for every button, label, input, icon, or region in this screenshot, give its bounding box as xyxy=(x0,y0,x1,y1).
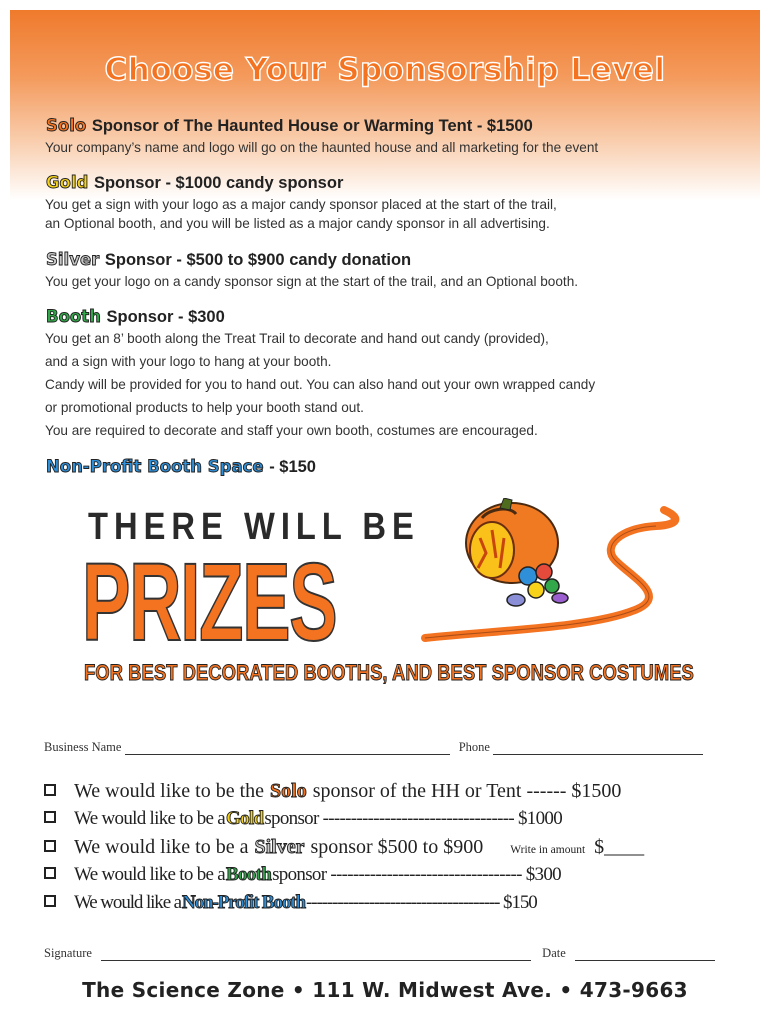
prizes-kicker: THERE WILL BE xyxy=(88,506,420,548)
footer-address: The Science Zone • 111 W. Midwest Ave. • 473-9663 xyxy=(82,978,688,1002)
booth-badge: Booth xyxy=(46,307,101,326)
page-title: Choose Your Sponsorship Level xyxy=(104,52,666,88)
checkbox[interactable] xyxy=(44,867,56,879)
solo-desc-line: Your company’s name and logo will go on the haunted house and all marketing for the event xyxy=(45,140,599,155)
gold-badge: Gold xyxy=(226,808,264,829)
booth-desc-line: You get an 8’ booth along the Treat Trail to decorate and hand out candy (provided), xyxy=(45,331,549,346)
option-silver xyxy=(44,836,644,859)
pumpkin-candy-trail-icon xyxy=(420,498,720,648)
prizes-word: PRIZES xyxy=(82,541,337,664)
nonprofit-badge: Non-Profit Booth Space xyxy=(46,457,264,476)
phone-label: Phone xyxy=(458,740,490,754)
option-text: sponsor ---------------------------------- $1000 xyxy=(264,808,562,829)
solo-badge: Solo xyxy=(46,116,87,135)
signature-input[interactable] xyxy=(101,948,531,961)
date-input[interactable] xyxy=(575,948,715,961)
booth-title: Sponsor - $300 xyxy=(106,308,225,326)
silver-badge: Silver xyxy=(46,250,100,269)
booth-badge: Booth xyxy=(226,864,272,885)
option-text: We would like to be a xyxy=(74,808,226,829)
nonprofit-badge: Non-Profit Booth xyxy=(182,892,305,913)
solo-title: Sponsor of The Haunted House or Warming Tent - $1500 xyxy=(91,117,533,135)
level-gold-head xyxy=(45,173,557,193)
level-nonprofit-head xyxy=(45,457,316,477)
business-phone-row xyxy=(44,740,703,755)
option-text: ------------------------------------- $150 xyxy=(306,892,537,913)
level-silver-head xyxy=(45,250,578,270)
checkbox[interactable] xyxy=(44,811,56,823)
header-band xyxy=(10,10,760,200)
option-text: sponsor of the HH or Tent ------ $1500 xyxy=(312,780,622,802)
gold-badge: Gold xyxy=(46,173,89,192)
gold-desc-line: You get a sign with your logo as a major candy sponsor placed at the start of the trail, xyxy=(45,197,557,212)
option-text: We would like a xyxy=(74,892,182,913)
booth-desc-line: Candy will be provided for you to hand out. You can also hand out your own wrapped candy xyxy=(45,377,596,392)
option-text: sponsor ---------------------------------- $300 xyxy=(272,864,561,885)
option-booth xyxy=(44,864,561,886)
option-text: sponsor $500 to $900 xyxy=(310,836,484,858)
level-solo xyxy=(45,116,598,159)
solo-badge: Solo xyxy=(270,780,307,802)
option-gold xyxy=(44,808,562,830)
checkbox[interactable] xyxy=(44,840,56,852)
level-booth xyxy=(45,307,595,442)
option-text: We would like to be a xyxy=(74,836,249,858)
silver-badge: Silver xyxy=(254,836,305,858)
checkbox[interactable] xyxy=(44,895,56,907)
booth-desc-line: and a sign with your logo to hang at your booth. xyxy=(45,354,332,369)
phone-input[interactable] xyxy=(493,742,703,755)
signature-date-row xyxy=(44,946,715,961)
business-name-input[interactable] xyxy=(125,742,450,755)
option-text: We would like to be a xyxy=(74,864,226,885)
write-in-amount-input[interactable]: $____ xyxy=(594,836,645,858)
nonprofit-price: - $150 xyxy=(269,458,316,476)
write-in-note: Write in amount xyxy=(510,844,586,856)
business-name-label: Business Name xyxy=(44,740,122,754)
option-solo xyxy=(44,780,621,803)
date-label: Date xyxy=(542,946,566,960)
gold-title: Sponsor - $1000 candy sponsor xyxy=(93,174,344,192)
level-silver xyxy=(45,250,578,293)
option-nonprofit xyxy=(44,892,537,914)
gold-desc-line: an Optional booth, and you will be listed as a major candy sponsor in all advertising. xyxy=(45,216,550,231)
level-nonprofit xyxy=(45,457,316,477)
booth-desc-line: or promotional products to help your booth stand out. xyxy=(45,400,364,415)
silver-title: Sponsor - $500 to $900 candy donation xyxy=(104,251,412,269)
level-booth-head xyxy=(45,307,595,327)
checkbox[interactable] xyxy=(44,784,56,796)
level-solo-head xyxy=(45,116,598,136)
signature-label: Signature xyxy=(44,946,92,960)
level-gold xyxy=(45,173,557,235)
option-text: We would like to be the xyxy=(74,780,265,802)
silver-desc-line: You get your logo on a candy sponsor sign at the start of the trail, and an Optional booth. xyxy=(45,274,579,289)
prizes-subtitle: FOR BEST DECORATED BOOTHS, AND BEST SPONSOR COSTUMES xyxy=(84,660,694,685)
booth-desc-line: You are required to decorate and staff your own booth, costumes are encouraged. xyxy=(45,423,538,438)
